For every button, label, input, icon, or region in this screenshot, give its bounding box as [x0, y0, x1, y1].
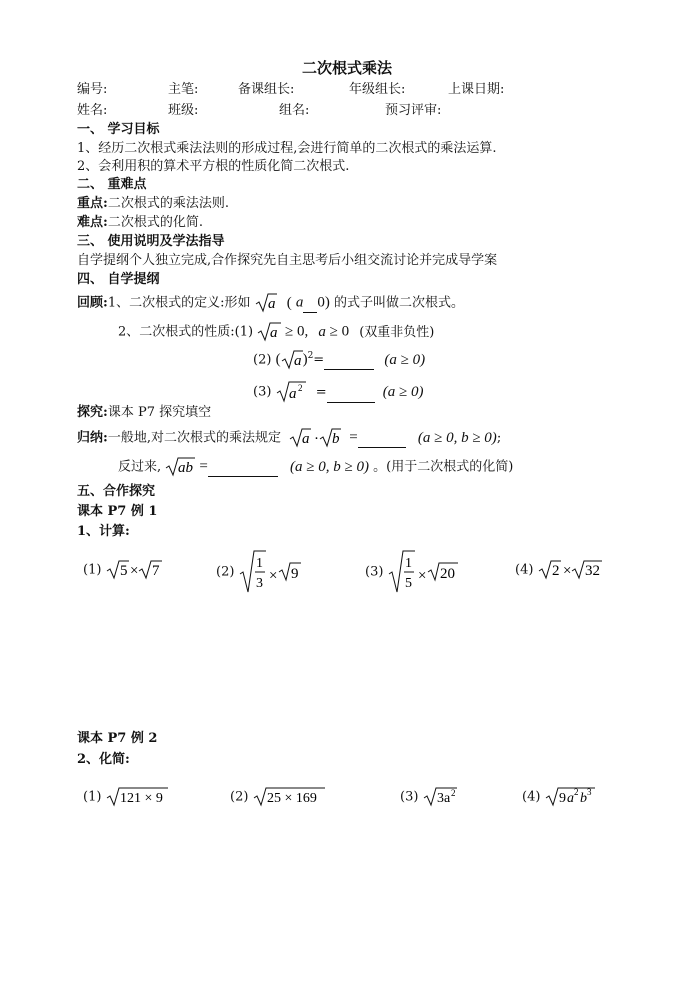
svg-text:9: 9 [558, 791, 566, 806]
key-point [77, 197, 229, 210]
section-3-heading: 三、 使用说明及学法指导 [77, 234, 225, 249]
svg-text:a: a [270, 325, 278, 341]
key-point-text: 二次根式的乘法法则. [107, 196, 229, 211]
svg-text:32: 32 [584, 563, 600, 579]
svg-text:5: 5 [404, 576, 412, 591]
review-2-text-a: 2、二次根式的性质:(1) [118, 324, 254, 340]
property-2-label: (2) [253, 352, 272, 368]
simplify-problem-1 [83, 787, 170, 807]
header-author: 主笔: [168, 82, 199, 97]
header-name: 姓名: [77, 103, 108, 118]
calc-label-2: (2) [216, 564, 235, 580]
svg-text:25 × 169: 25 × 169 [266, 791, 317, 806]
simplify-label-2: (2) [230, 789, 249, 805]
svg-text:b: b [332, 431, 340, 447]
calc-label-4: (4) [515, 562, 534, 578]
sqrt-a [255, 296, 277, 311]
calc-heading: 1、计算: [77, 524, 130, 539]
reverse-line: 反过来, ab = (a ≥ 0, b ≥ 0) 。(用于二次根式的化简) [118, 458, 514, 476]
property-2-cond: (a ≥ 0) [384, 351, 426, 368]
key-point-label: 重点: [77, 196, 108, 211]
svg-text:3: 3 [255, 576, 263, 591]
review-line-2: 2、二次根式的性质:(1) a ≥ 0, a ≥ 0 (双重非负性) [118, 323, 435, 341]
simplify-problem-2 [230, 787, 327, 807]
svg-text:a: a [566, 791, 574, 806]
property-3: (3) a 2 = (a ≥ 0) [253, 383, 424, 402]
svg-text:×: × [268, 568, 278, 584]
svg-text:3a: 3a [436, 791, 450, 806]
section-4-heading: 四、 自学提纲 [77, 272, 160, 287]
section-3-text: 自学提纲个人独立完成,合作探究先自主思考后小组交流讨论并完成导学案 [77, 253, 498, 268]
review-label: 回顾: [77, 295, 108, 311]
section-1-item-2: 2、会利用积的算术平方根的性质化简二次根式. [77, 159, 350, 174]
header-class: 班级: [168, 103, 199, 118]
calc-problem-1 [83, 560, 162, 580]
svg-text:·: · [314, 431, 320, 447]
induce-label: 归纳: [77, 430, 108, 446]
simplify-problem-3 [400, 787, 459, 807]
header-group-name: 组名: [279, 103, 310, 118]
review-1-text-b: 的式子叫做二次根式。 [334, 295, 465, 311]
property-3-label: (3) [253, 384, 272, 400]
svg-text:b: b [579, 791, 587, 806]
svg-text:1: 1 [404, 556, 412, 571]
calc-label-1: (1) [83, 562, 102, 578]
simplify-label-3: (3) [400, 789, 419, 805]
svg-text:×: × [562, 563, 572, 579]
svg-text:2: 2 [573, 787, 579, 797]
svg-text:a: a [302, 431, 310, 447]
header-group-leader: 备课组长: [238, 82, 295, 97]
simplify-problem-4 [522, 787, 597, 807]
review-2-text-b: (双重非负性) [359, 324, 435, 340]
section-2-heading: 二、 重难点 [77, 177, 147, 192]
simplify-label-4: (4) [522, 789, 541, 805]
svg-text:20: 20 [439, 566, 455, 582]
svg-text:3: 3 [586, 787, 592, 797]
svg-text:a: a [267, 296, 276, 312]
svg-text:ab: ab [178, 460, 194, 476]
svg-text:×: × [129, 563, 139, 579]
reverse-cond: (a ≥ 0, b ≥ 0) [290, 458, 369, 475]
explore-label: 探究: [77, 405, 108, 420]
svg-text:a: a [288, 386, 297, 402]
property-3-cond: (a ≥ 0) [382, 383, 424, 400]
calc-problem-2 [216, 550, 303, 594]
simplify-heading: 2、化简: [77, 752, 130, 767]
example-2-ref: 课本 P7 例 2 [77, 731, 158, 746]
section-1-heading: 一、 学习目标 [77, 122, 160, 137]
induce-text: 一般地,对二次根式的乘法规定 [107, 430, 281, 446]
review-1-text-a: 1、二次根式的定义:形如 [107, 295, 251, 311]
page-title: 二次根式乘法 [302, 59, 393, 77]
induce-line: 归纳:一般地,对二次根式的乘法规定 a · b = (a ≥ 0, b ≥ 0); [77, 429, 502, 447]
svg-text:5: 5 [119, 563, 128, 579]
svg-text:2: 2 [297, 383, 303, 393]
hard-point-label: 难点: [77, 215, 108, 230]
calc-label-3: (3) [365, 564, 384, 580]
header-class-date: 上课日期: [448, 82, 505, 97]
svg-text:2: 2 [450, 788, 456, 798]
induce-cond: (a ≥ 0, b ≥ 0) [417, 429, 497, 446]
explore-text: 课本 P7 探究填空 [107, 405, 212, 420]
sqrt-a-nonneg [257, 325, 281, 340]
section-5-heading: 五、合作探究 [77, 484, 156, 499]
calc-problem-4 [515, 560, 604, 580]
svg-text:a: a [293, 353, 302, 369]
property-2: (2) ( a )$^2$= (a ≥ 0) [253, 351, 426, 369]
svg-text:9: 9 [290, 566, 299, 582]
svg-text:7: 7 [151, 563, 160, 579]
example-1-ref: 课本 P7 例 1 [77, 504, 158, 519]
svg-text:2: 2 [551, 563, 560, 579]
reverse-note: 。(用于二次根式的化简) [373, 459, 514, 475]
hard-point [77, 216, 203, 229]
explore-line [77, 406, 211, 419]
simplify-label-1: (1) [83, 789, 102, 805]
svg-text:×: × [417, 568, 427, 584]
header-number: 编号: [77, 82, 108, 97]
calc-problem-3 [365, 550, 460, 594]
header-grade-leader: 年级组长: [349, 82, 406, 97]
hard-point-text: 二次根式的化简. [107, 215, 203, 230]
section-1-item-1: 1、经历二次根式乘法法则的形成过程,会进行简单的二次根式的乘法运算. [77, 141, 497, 156]
reverse-text: 反过来, [118, 459, 162, 475]
svg-text:121 × 9: 121 × 9 [119, 791, 163, 806]
review-line-1: 回顾:1、二次根式的定义:形如 a ( a 0) 的式子叫做二次根式。 [77, 294, 465, 312]
svg-text:1: 1 [255, 556, 263, 571]
header-preview-review: 预习评审: [385, 103, 442, 118]
